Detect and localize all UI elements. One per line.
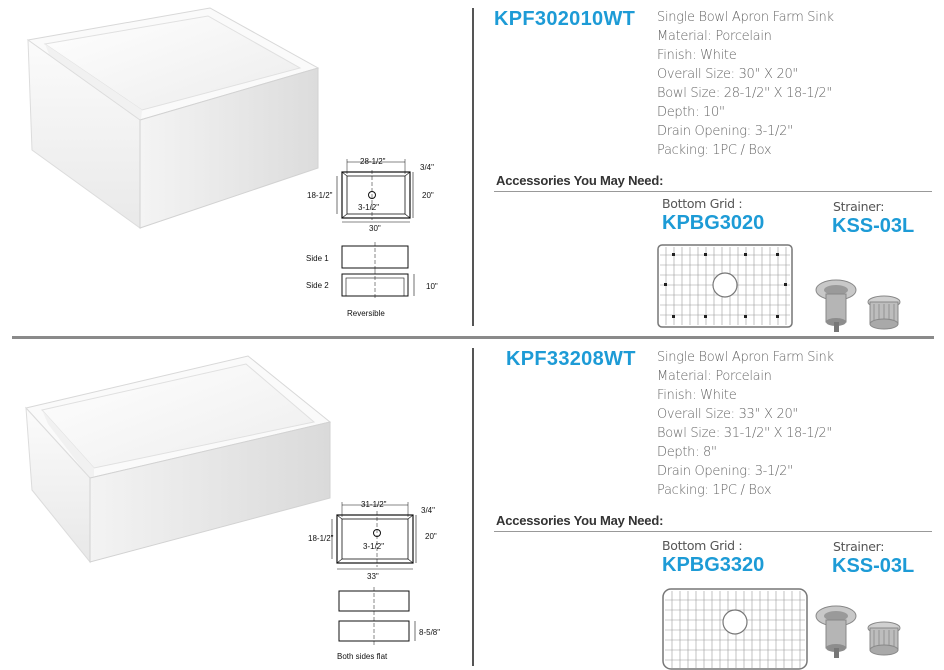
dim-bowl-width: 31-1/2" xyxy=(361,500,387,509)
dim-drain: 3-1/2" xyxy=(363,542,385,551)
spec-line: Bowl Size: 28-1/2" X 18-1/2" xyxy=(657,86,833,101)
bottom-grid-code: KPBG3320 xyxy=(662,554,765,576)
dim-height: 10" xyxy=(426,282,438,291)
column-divider-2 xyxy=(472,348,474,666)
dim-drain: 3-1/2" xyxy=(358,203,380,212)
section-divider xyxy=(12,336,934,339)
spec-line: Finish: White xyxy=(657,48,737,63)
bottom-grid-image-2 xyxy=(660,586,810,670)
dim-rim: 3/4" xyxy=(420,163,434,172)
spec-line: Drain Opening: 3-1/2" xyxy=(657,124,793,139)
bottom-grid-label: Bottom Grid : xyxy=(662,538,743,553)
diagram-note: Reversible xyxy=(347,309,385,318)
dimension-diagram-2 xyxy=(305,495,465,670)
strainer-code: KSS-03L xyxy=(832,555,915,577)
dimension-diagram-1 xyxy=(300,150,460,325)
model-number: KPF33208WT xyxy=(506,348,636,370)
strainer-code: KSS-03L xyxy=(832,215,915,237)
spec-line: Finish: White xyxy=(657,388,737,403)
strainer-label: Strainer: xyxy=(833,539,885,554)
spec-line: Overall Size: 33" X 20" xyxy=(657,407,799,422)
dim-bowl-depth: 18-1/2" xyxy=(308,534,334,543)
dim-overall-width: 30" xyxy=(369,224,381,233)
spec-line: Drain Opening: 3-1/2" xyxy=(657,464,793,479)
spec-line: Material: Porcelain xyxy=(657,29,772,44)
strainer-label: Strainer: xyxy=(833,199,885,214)
sink-photo-1 xyxy=(0,0,330,235)
dim-bowl-depth: 18-1/2" xyxy=(307,191,333,200)
side-1-label: Side 1 xyxy=(306,254,329,263)
dim-overall-width: 33" xyxy=(367,572,379,581)
spec-line: Single Bowl Apron Farm Sink xyxy=(657,10,834,25)
sink-photo-2 xyxy=(20,350,340,570)
accessories-title: Accessories You May Need: xyxy=(496,173,664,188)
spec-line: Depth: 10" xyxy=(657,105,725,120)
spec-line: Packing: 1PC / Box xyxy=(657,143,772,158)
model-number: KPF302010WT xyxy=(494,8,636,30)
dim-height: 8-5/8" xyxy=(419,628,441,637)
strainer-image-2 xyxy=(812,602,907,662)
spec-list xyxy=(657,8,834,160)
bottom-grid-label: Bottom Grid : xyxy=(662,196,743,211)
accessories-title: Accessories You May Need: xyxy=(496,513,664,528)
diagram-note: Both sides flat xyxy=(337,652,388,661)
spec-line: Packing: 1PC / Box xyxy=(657,483,772,498)
accessories-divider xyxy=(494,531,932,532)
dim-rim: 3/4" xyxy=(421,506,435,515)
bottom-grid-code: KPBG3020 xyxy=(662,212,765,234)
bottom-grid-image-1 xyxy=(656,243,796,329)
strainer-image-1 xyxy=(812,276,907,336)
accessories-divider xyxy=(494,191,932,192)
dim-overall-depth: 20" xyxy=(425,532,437,541)
dim-overall-depth: 20" xyxy=(422,191,434,200)
spec-line: Bowl Size: 31-1/2" X 18-1/2" xyxy=(657,426,833,441)
spec-list xyxy=(657,348,834,500)
spec-line: Depth: 8" xyxy=(657,445,717,460)
column-divider-1 xyxy=(472,8,474,326)
spec-line: Overall Size: 30" X 20" xyxy=(657,67,799,82)
spec-line: Single Bowl Apron Farm Sink xyxy=(657,350,834,365)
spec-line: Material: Porcelain xyxy=(657,369,772,384)
side-2-label: Side 2 xyxy=(306,281,329,290)
dim-bowl-width: 28-1/2" xyxy=(360,157,386,166)
